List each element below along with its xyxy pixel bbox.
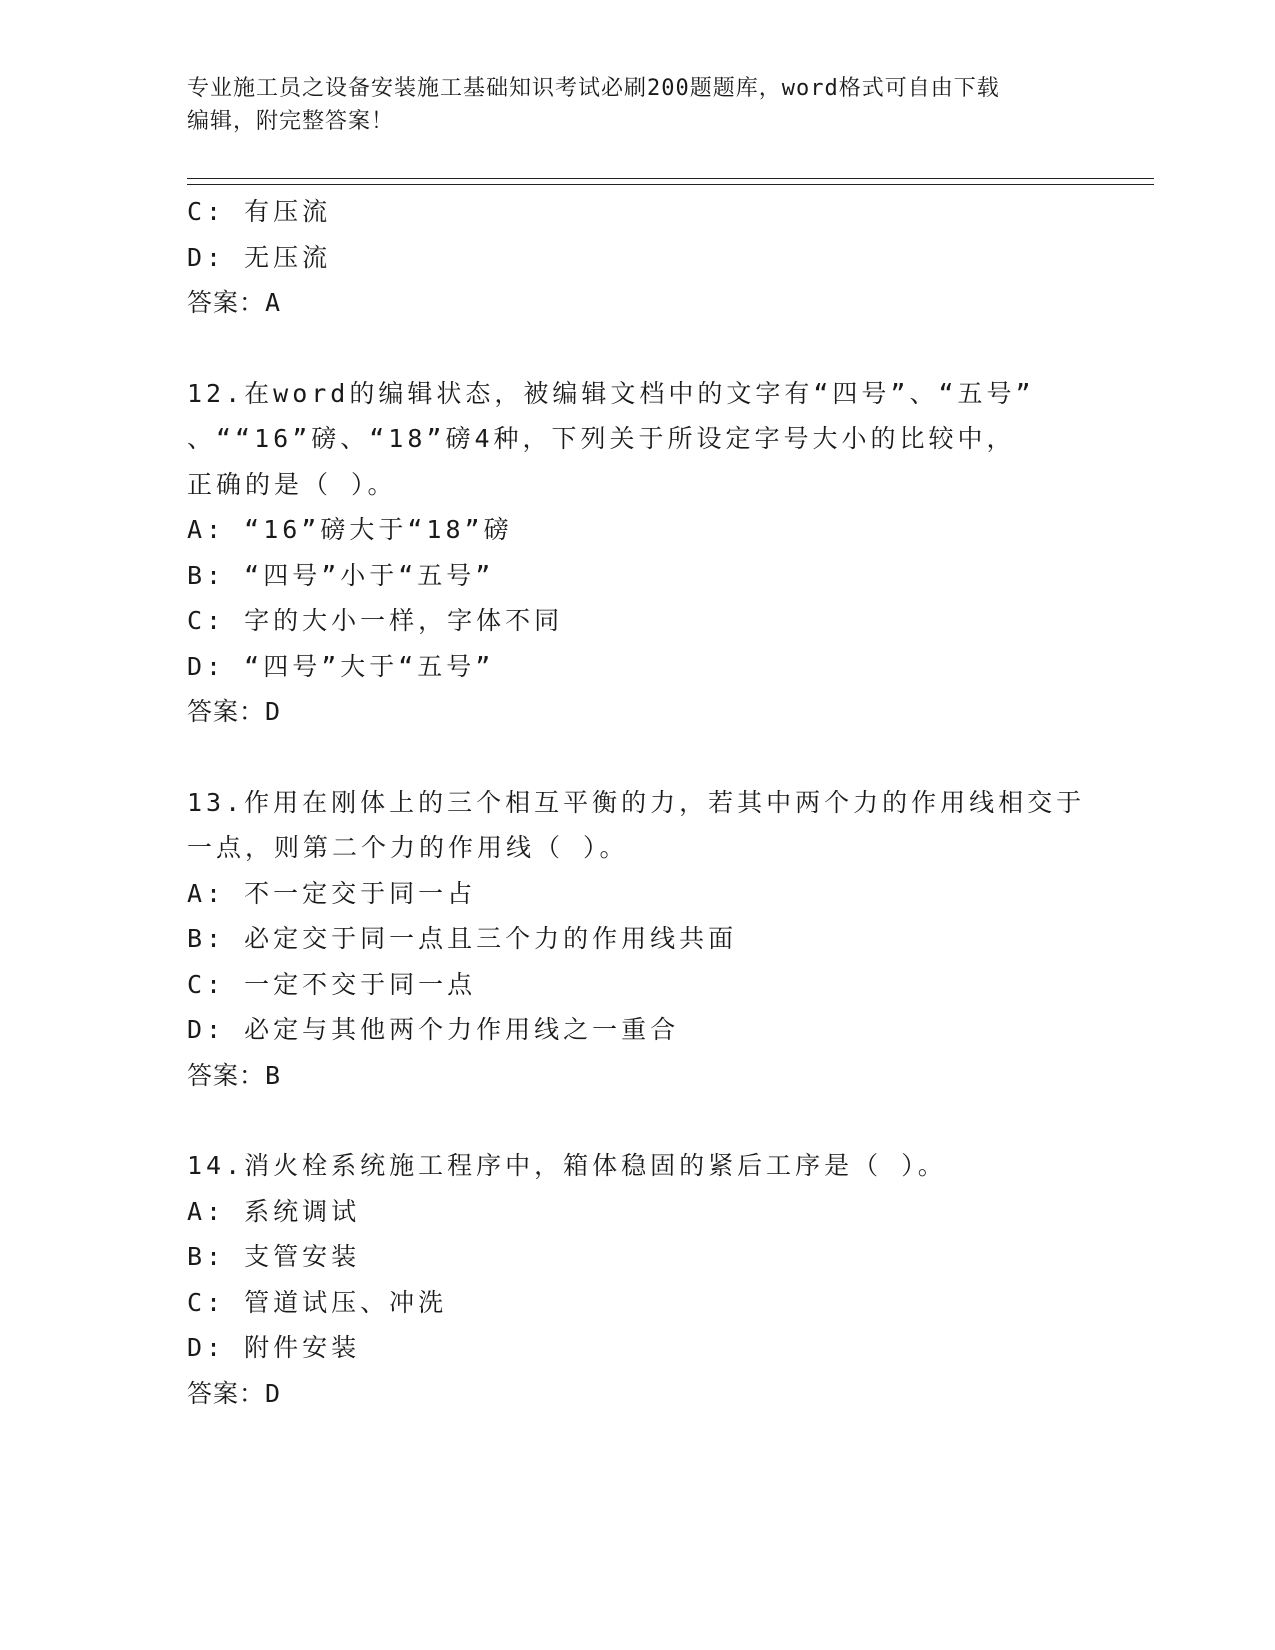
document-body: [187, 189, 1087, 1416]
option-d: D: “四号”大于“五号”: [187, 651, 495, 681]
option-a: A: 不一定交于同一占: [187, 878, 477, 908]
option-a: A: “16”磅大于“18”磅: [187, 515, 513, 544]
question-14: [187, 1143, 1087, 1416]
document-header: [187, 72, 1087, 138]
question-13: [187, 780, 1087, 1099]
option-a: A: 系统调试: [187, 1196, 361, 1226]
question-12: [187, 371, 1087, 735]
answer-line: 答案：D: [187, 697, 282, 726]
question-text-line: 、““16”磅、“18”磅4种，下列关于所设定字号大小的比较中，: [187, 424, 1016, 453]
question-text-line: 14.消火栓系统施工程序中，箱体稳固的紧后工序是（ ）。: [187, 1151, 947, 1180]
option-c: C: 有压流: [187, 197, 332, 226]
question-text-line: 13.作用在刚体上的三个相互平衡的力，若其中两个力的作用线相交于: [187, 787, 1086, 817]
answer-line: 答案：B: [187, 1060, 282, 1090]
option-c: C: 字的大小一样，字体不同: [187, 606, 564, 635]
question-11-continuation: [187, 189, 1087, 326]
option-d: D: 附件安装: [187, 1333, 361, 1362]
header-line-1: 专业施工员之设备安装施工基础知识考试必刷200题题库，word格式可自由下载: [187, 76, 1000, 101]
question-text-line: 正确的是（ ）。: [187, 469, 397, 499]
question-text-line: 一点，则第二个力的作用线（ ）。: [187, 833, 629, 862]
header-line-2: 编辑，附完整答案！: [187, 109, 395, 134]
answer-line: 答案：A: [187, 288, 282, 317]
question-text-line: 12.在word的编辑状态，被编辑文档中的文字有“四号”、“五号”: [187, 378, 1035, 408]
option-b: B: 支管安装: [187, 1242, 361, 1271]
option-c: C: 一定不交于同一点: [187, 969, 477, 999]
answer-line: 答案：D: [187, 1378, 282, 1408]
option-d: D: 无压流: [187, 242, 332, 272]
option-b: B: “四号”小于“五号”: [187, 560, 495, 590]
option-b: B: 必定交于同一点且三个力的作用线共面: [187, 924, 738, 953]
option-d: D: 必定与其他两个力作用线之一重合: [187, 1015, 680, 1044]
header-divider: [187, 178, 1154, 185]
option-c: C: 管道试压、冲洗: [187, 1287, 448, 1317]
